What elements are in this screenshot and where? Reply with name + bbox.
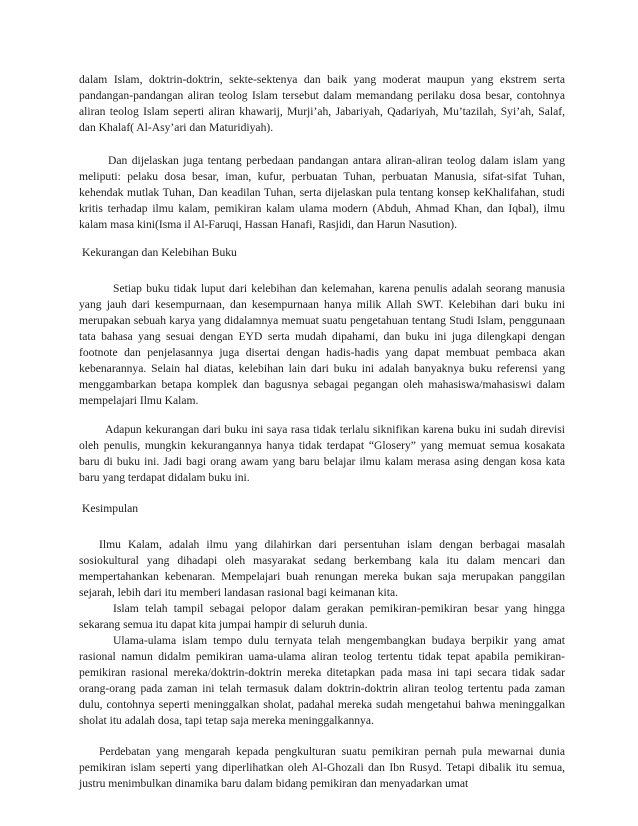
- spacer: [79, 409, 565, 422]
- conclusion-paragraph-1: Ilmu Kalam, adalah ilmu yang dilahirkan dari persentuhan islam dengan berbagai masalah sosiokultural yang dihadapi oleh masyarakat sedang berkembang kala itu dalam mencari dan mempertahankan kebenaran. Mempelajari buah renungan mereka bukan saja merupakan panggilan sejarah, lebih dari itu memberi landasan rasional bagi keimanan kita.: [79, 538, 565, 599]
- weakness-paragraph: Adapun kekurangan dari buku ini saya rasa tidak terlalu siknifikan karena buku ini sudah direvisi oleh penulis, mungkin kekurangannya hanya tidak terdapat “Glosery” yang memuat semua kosakata baru di buku ini. Jadi bagi orang awam yang baru belajar ilmu kalam merasa asing dengan kosa kata baru yang terdapat didalam buku ini.: [79, 423, 565, 484]
- final-paragraph: Perdebatan yang mengarah kepada pengkulturan suatu pemikiran pernah pula mewarnai dunia pemikiran islam seperti yang diperlihatkan oleh Al-Ghozali dan Ibn Rusyd. Tetapi dibalik itu semua, justru menimbulkan dinamika baru dalam bidang pemikiran dan menyadarkan umat: [79, 745, 565, 790]
- heading-conclusion: Kesimpulan: [82, 502, 139, 515]
- spacer: [79, 486, 565, 501]
- spacer: [79, 136, 565, 153]
- conclusion-paragraph-2: Islam telah tampil sebagai pelopor dalam gerakan pemikiran-pemikiran besar yang hingga sekarang semua itu dapat kita jumpai hampir di seluruh dunia.: [79, 602, 565, 631]
- second-paragraph: Dan dijelaskan juga tentang perbedaan pandangan antara aliran-aliran teolog dalam islam yang meliputi: pelaku dosa besar, iman, kufur, perbuatan Tuhan, perbuatan Manusia, sifat-sifat Tuhan, kehendak mutlak Tuhan, Dan keadilan Tuhan, serta dijelaskan pula tentang konsep keKhalifahan, studi kritis terhadap ilmu kalam, pemikiran kalam ulama modern (Abduh, Ahmad Khan, dan Iqbal), ilmu kalam masa kini(Isma il Al-Faruqi, Hassan Hanafi, Rasjidi, dan Harun Nasution).: [79, 154, 565, 231]
- document-body: [79, 72, 565, 792]
- spacer: [79, 261, 565, 281]
- conclusion-paragraph-3: Ulama-ulama islam tempo dulu ternyata telah mengembangkan budaya berpikir yang amat rasional namun didalm pemikiran uama-ulama aliran teolog tertentu tidak tepat apabila pemikiran-pemikiran rasional mereka/doktrin-doktrin mereka ditetapkan pada masa ini tapi secara tidak sadar orang-orang pada zaman ini telah termasuk dalam doktrin-doktrin aliran teolog tertentu pada zaman dulu, contohnya seperti meninggalkan sholat, padahal mereka sudah mengetahui bahwa meninggalkan sholat itu adalah dosa, tapi tetap saja mereka meninggalkannya.: [79, 634, 565, 727]
- intro-paragraph: dalam Islam, doktrin-doktrin, sekte-sektenya dan baik yang moderat maupun yang ekstrem serta pandangan-pandangan aliran teolog Islam tersebut dalam memandang perilaku dosa besar, contohnya aliran teolog Islam seperti aliran khawarij, Murji’ah, Jabariyah, Qadariyah, Mu’tazilah, Syi’ah, Salaf, dan Khalaf( Al-Asy’ari dan Maturidiyah).: [79, 73, 565, 134]
- strengths-paragraph: Setiap buku tidak luput dari kelebihan dan kelemahan, karena penulis adalah seorang manusia yang jauh dari kesempurnaan, dan kesempurnaan hanya milik Allah SWT. Kelebihan dari buku ini merupakan sebuah karya yang didalamnya memuat suatu pengetahuan tentang Studi Islam, penggunaan tata bahasa yang sesuai dengan EYD serta mudah dipahami, dan buku ini juga dilengkapi dengan footnote dan penjelasannya juga disertai dengan hadis-hadis yang dapat membuat pembaca akan kebenarannya. Selain hal diatas, kelebihan lain dari buku ini adalah banyaknya buku referensi yang menggambarkan betapa komplek dan bagusnya sebagai pegangan oleh mahasiswa/mahasiswi dalam mempelajari Ilmu Kalam.: [79, 282, 565, 407]
- spacer: [79, 233, 565, 245]
- spacer: [79, 729, 565, 744]
- heading-strengths-weaknesses: Kekurangan dan Kelebihan Buku: [82, 246, 237, 259]
- spacer: [79, 517, 565, 537]
